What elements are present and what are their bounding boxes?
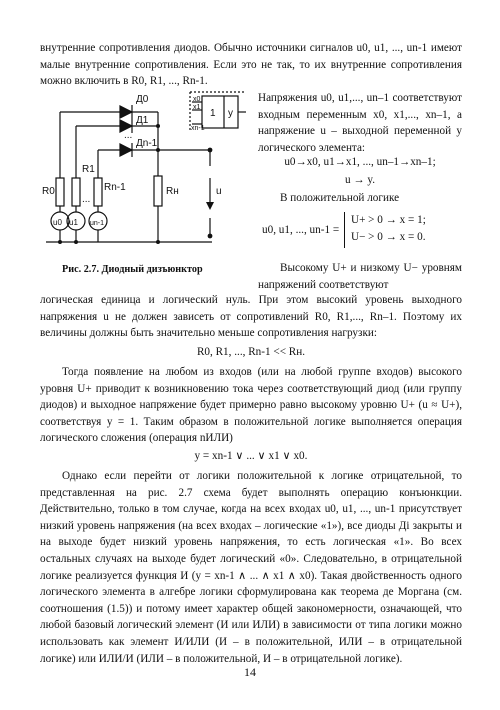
label-rh: Rн <box>166 186 179 197</box>
formula-or: y = xn-1 ∨ ... ∨ x1 ∨ x0. <box>194 450 308 462</box>
paragraph-top: внутренние сопротивления диодов. Обычно источники сигналов u0, u1, ..., un-1 имеют малые внутренние сопротивления. Если это не так, то их внутренние сопротивления можно включить в R0, R1, ..., Rn-1. <box>40 42 462 88</box>
diode-or-circuit-diagram <box>40 90 250 258</box>
formula-output: u → y. <box>344 174 376 186</box>
case-high: U+ > 0 → x = 1; <box>351 214 426 226</box>
label-r0: R0 <box>42 186 55 197</box>
paragraph-then: Тогда появление на любом из входов (или на любой группе входов) высокого уровня U+ приводит к возникновению тока через соответствующий диод (или группу диодов) и выходное напряжение будет примерно равно высокому уровню U+ (u ≈ U+), соответствуя y = 1. Таким образом в положительной логике выполняется операция логического сложения (операция nИЛИ) <box>40 366 462 445</box>
label-un1: un-1 <box>90 220 105 227</box>
paragraph-mid: логическая единица и логический нуль. При этом высокий уровень выходного напряжения u не должен зависеть от сопротивлений R0, R1,..., Rn–1. Поэтому их величины должны быть значительно меньше сопротивления нагрузки: <box>40 294 462 340</box>
dots-diodes: ... <box>124 130 133 141</box>
paragraph-negative-logic: Однако если перейти от логики положительной к логике отрицательной, то представленная на рис. 2.7 схема будет выполнять операцию конъюнкции. Действительно, только в том случае, когда на всех входах u0, u1, ..., un-1 присутствует низкий уровень напряжения (на всех входах – логические «1»), все диоды Дi закрыты и на выходе будет низкий уровень напряжения, то есть логическая «1». Во всех остальных случаях на выходе будет логический «0». Следовательно, в отрицательной логике реализуется функция И (y = xn-1 ∧ ... ∧ x1 ∧ x0). Такая двойственность одного логического элемента в алгебре логики сформулирована как теорема де Моргана (см. соотношения (1.5)) и потому имеет характер общей закономерности, означающей, что любой базовый логический элемент (И или ИЛИ) в зависимости от типа логики можно использовать как элемент И/ИЛИ (И – в положительной, ИЛИ – в отрицательной логике) или ИЛИ/И (ИЛИ – в положительной, И – в отрицательной логике). <box>40 470 462 665</box>
label-x0: x0 <box>193 96 201 103</box>
dots-resistors: ... <box>82 194 91 205</box>
label-y: y <box>228 108 233 119</box>
label-x1: x1 <box>193 104 201 111</box>
label-rn1: Rn-1 <box>104 182 126 193</box>
label-xn1: xn-1 <box>191 125 205 132</box>
gate-symbol-1: 1 <box>210 108 216 119</box>
right-paragraph-3: Высокому U+ и низкому U− уровням напряжений соответствуют <box>258 262 462 291</box>
label-d1: Д1 <box>136 115 149 126</box>
label-u0: u0 <box>53 218 62 227</box>
label-d0: Д0 <box>136 94 149 105</box>
right-paragraph-2: В положительной логике <box>280 192 400 204</box>
figure-caption: Рис. 2.7. Диодный дизъюнктор <box>62 264 203 275</box>
label-r1: R1 <box>82 164 95 175</box>
right-paragraph-1: Напряжения u0, u1,..., un–1 соответствуют входным переменным x0, x1,..., xn–1, а напряжение u – выходной переменной y логического элемента: <box>258 92 462 154</box>
formula-lhs: u0, u1, ..., un-1 = <box>262 224 340 236</box>
page-number: 14 <box>244 665 256 679</box>
formula-mapping: u0→x0, u1→x1, ..., un–1→xn–1; <box>284 156 436 168</box>
formula-resistors: R0, R1, ..., Rn-1 << Rн. <box>196 346 306 358</box>
label-u1: u1 <box>69 218 78 227</box>
formula-cases <box>344 212 426 248</box>
label-u: u <box>216 186 222 197</box>
label-dn1: Дn-1 <box>136 138 158 149</box>
case-low: U− > 0 → x = 0. <box>351 230 426 243</box>
